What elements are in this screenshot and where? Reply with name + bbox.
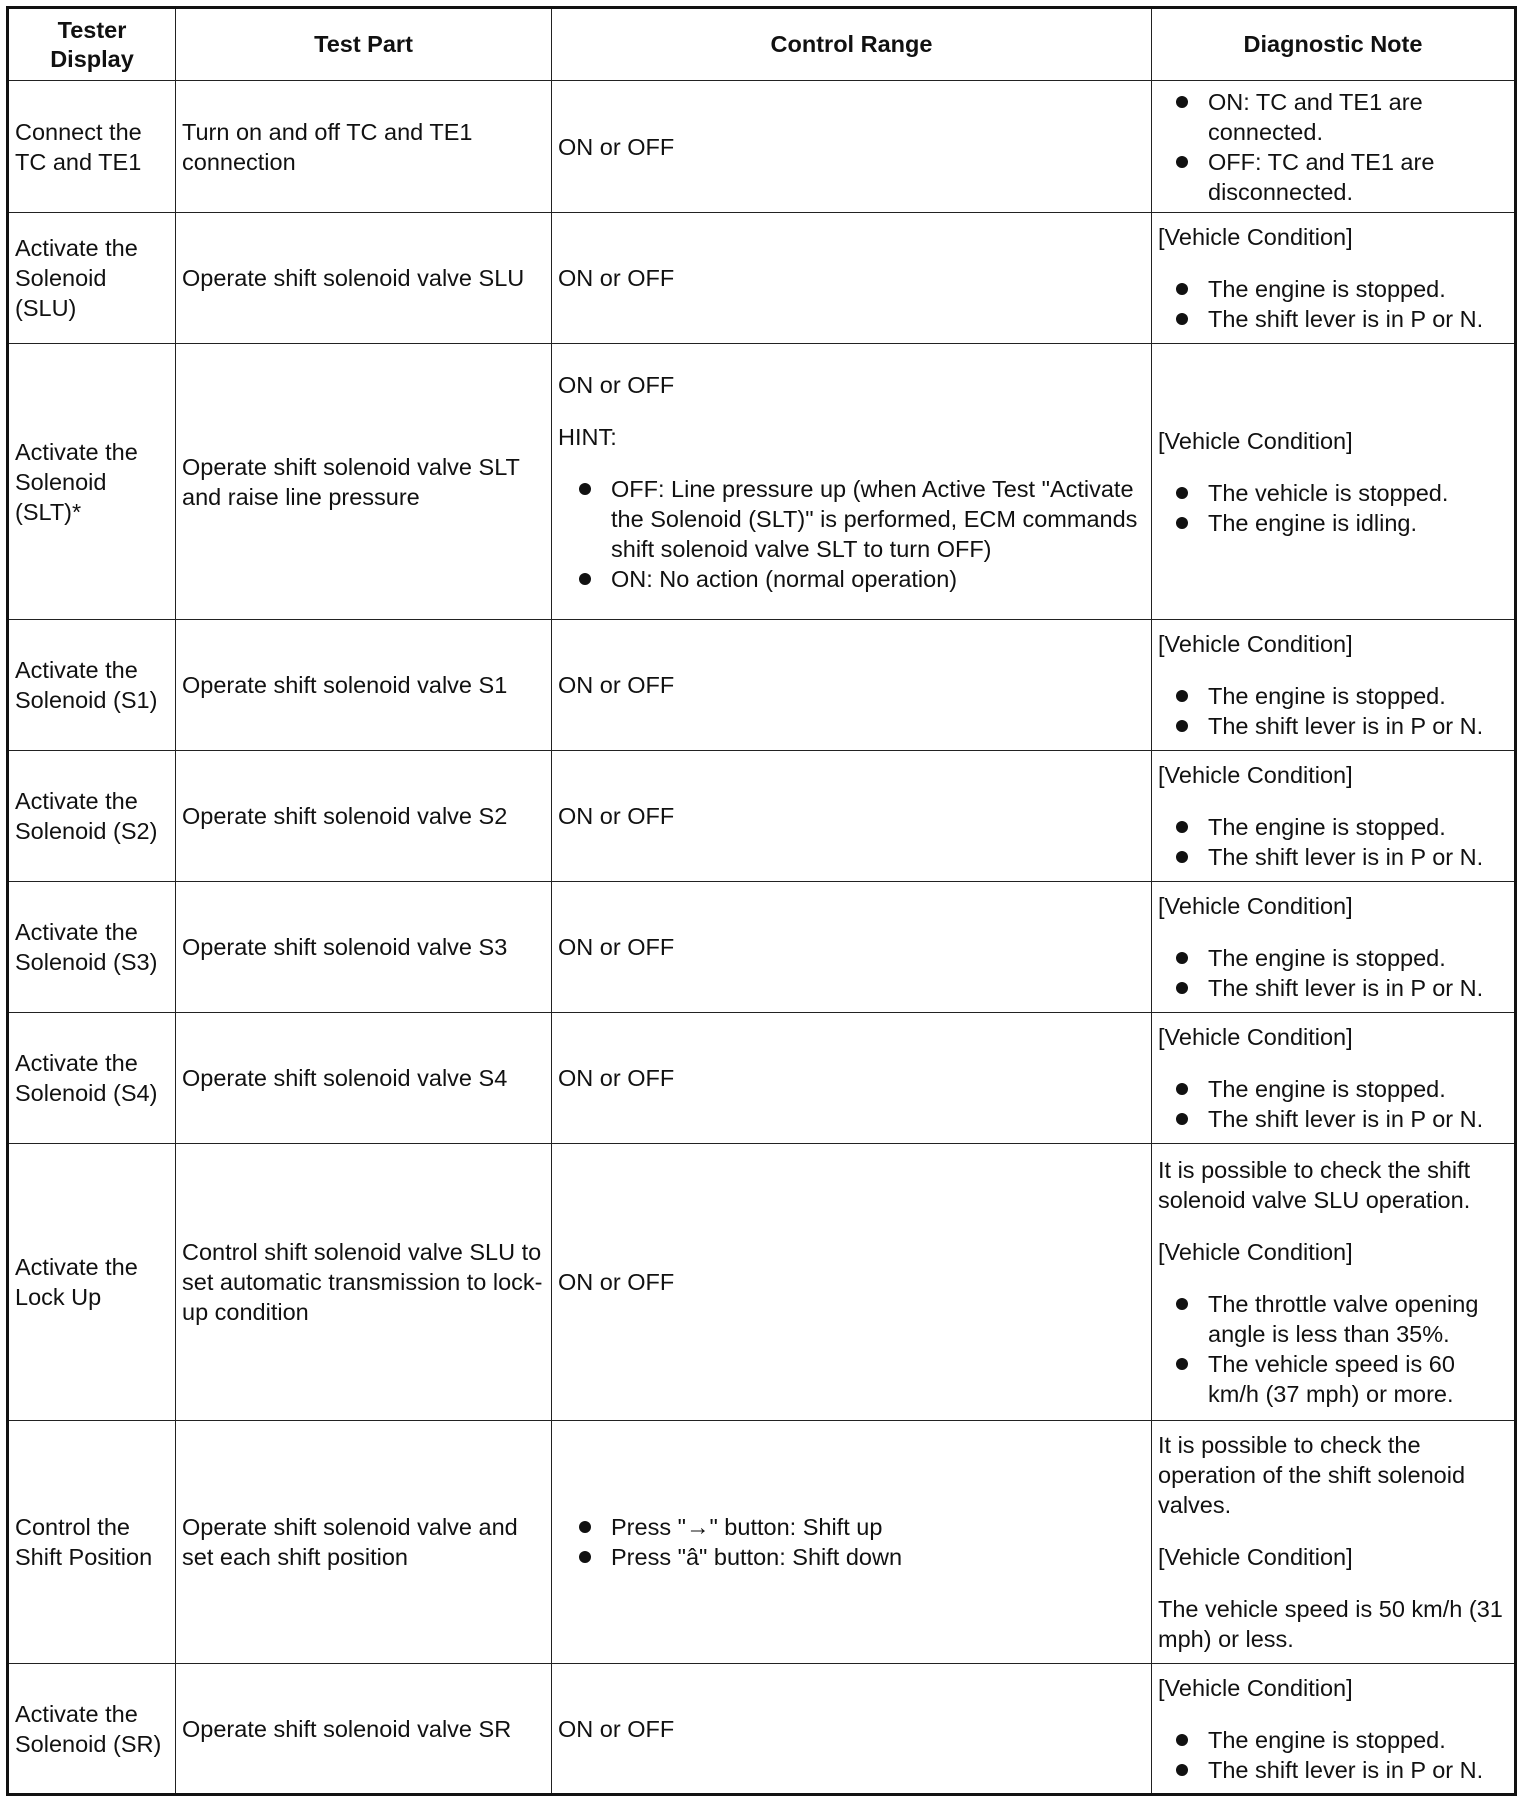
note-bullet-list	[1158, 681, 1508, 741]
note-intro: It is possible to check the operation of the shift solenoid valves.	[1158, 1432, 1466, 1518]
bullet-icon	[1176, 313, 1188, 325]
list-item: Press "→" button: Shift up	[558, 1512, 1145, 1542]
list-item: Press "â" button: Shift down	[558, 1542, 1145, 1572]
tester-display-cell: Activate the Lock Up	[8, 1144, 176, 1421]
diagnostic-note-cell	[1152, 1144, 1516, 1421]
test-part-cell: Operate shift solenoid valve S3	[176, 882, 552, 1013]
tester-display-cell: Activate the Solenoid (S1)	[8, 620, 176, 751]
list-item: The engine is idling.	[1158, 508, 1508, 538]
list-item: The engine is stopped.	[1158, 1725, 1508, 1755]
vehicle-condition-label: [Vehicle Condition]	[1158, 631, 1353, 657]
bullet-icon	[1176, 156, 1188, 168]
table-row	[8, 1664, 1516, 1795]
table-row	[8, 1421, 1516, 1664]
bullet-icon	[1176, 720, 1188, 732]
list-item: The shift lever is in P or N.	[1158, 842, 1508, 872]
test-part-cell: Operate shift solenoid valve S1	[176, 620, 552, 751]
note-bullet-list	[1158, 943, 1508, 1003]
list-item: ON: No action (normal operation)	[558, 564, 1145, 594]
test-part-cell: Operate shift solenoid valve S2	[176, 751, 552, 882]
control-range-cell: ON or OFF	[552, 620, 1152, 751]
list-item: The shift lever is in P or N.	[1158, 973, 1508, 1003]
header-control-range: Control Range	[552, 8, 1152, 81]
bullet-icon	[1176, 1764, 1188, 1776]
list-item: The engine is stopped.	[1158, 681, 1508, 711]
control-range-cell: ON or OFF	[552, 1013, 1152, 1144]
vehicle-condition-label: [Vehicle Condition]	[1158, 762, 1353, 788]
note-bullet-list	[1158, 274, 1508, 334]
bullet-icon	[1176, 821, 1188, 833]
diagnostic-note-cell	[1152, 882, 1516, 1013]
bullet-icon	[1176, 517, 1188, 529]
table-row	[8, 1013, 1516, 1144]
list-item: The engine is stopped.	[1158, 1074, 1508, 1104]
vehicle-condition-label: [Vehicle Condition]	[1158, 224, 1353, 250]
test-part-cell: Turn on and off TC and TE1 connection	[176, 81, 552, 213]
bullet-icon	[1176, 283, 1188, 295]
control-range-cell: ON or OFF	[552, 1144, 1152, 1421]
bullet-icon	[1176, 1083, 1188, 1095]
header-tester-display: Tester Display	[8, 8, 176, 81]
bullet-icon	[1176, 1734, 1188, 1746]
list-item: The shift lever is in P or N.	[1158, 711, 1508, 741]
test-part-cell: Operate shift solenoid valve S4	[176, 1013, 552, 1144]
vehicle-condition-label: [Vehicle Condition]	[1158, 1674, 1353, 1701]
control-range-cell: ON or OFF	[552, 751, 1152, 882]
vehicle-condition-label: [Vehicle Condition]	[1158, 1024, 1353, 1050]
bullet-icon	[1176, 487, 1188, 499]
header-row	[8, 8, 1516, 81]
vehicle-condition-label: [Vehicle Condition]	[1158, 1239, 1353, 1265]
vehicle-condition-label: [Vehicle Condition]	[1158, 1544, 1353, 1570]
list-item: The engine is stopped.	[1158, 274, 1508, 304]
table-row	[8, 751, 1516, 882]
test-part-cell: Operate shift solenoid valve SLU	[176, 213, 552, 344]
list-item: The throttle valve opening angle is less than 35%.	[1158, 1289, 1508, 1349]
tester-display-cell: Control the Shift Position	[8, 1421, 176, 1664]
bullet-icon	[579, 483, 591, 495]
tester-display-cell: Activate the Solenoid (S4)	[8, 1013, 176, 1144]
control-range-cell	[552, 1421, 1152, 1664]
tester-display-cell: Activate the Solenoid (SR)	[8, 1664, 176, 1795]
diagnostic-note-cell	[1152, 81, 1516, 213]
vehicle-condition-label: [Vehicle Condition]	[1158, 427, 1353, 454]
note-bullet-list	[1158, 1289, 1508, 1409]
diagnostic-note-cell	[1152, 1013, 1516, 1144]
tester-display-cell: Activate the Solenoid (SLU)	[8, 213, 176, 344]
tester-display-cell: Activate the Solenoid (SLT)*	[8, 344, 176, 620]
list-item: The shift lever is in P or N.	[1158, 1755, 1508, 1785]
control-range-cell: ON or OFF	[552, 81, 1152, 213]
header-diagnostic-note: Diagnostic Note	[1152, 8, 1516, 81]
note-bullet-list	[1158, 478, 1508, 538]
test-part-cell: Operate shift solenoid valve SR	[176, 1664, 552, 1795]
table-row	[8, 81, 1516, 213]
list-item: The vehicle speed is 60 km/h (37 mph) or more.	[1158, 1349, 1508, 1409]
range-bullet-list	[558, 1512, 1145, 1572]
bullet-icon	[1176, 96, 1188, 108]
diagnostic-note-cell	[1152, 344, 1516, 620]
control-range-cell: ON or OFF HINT: OFF: Line pressure up (when Active Test "Activate the Solenoid (SLT)" is performed, ECM commands shift solenoid valve SLT to turn OFF) ON: No action (normal operation)	[552, 344, 1152, 620]
note-bullet-list	[1158, 1725, 1508, 1785]
tester-display-cell: Activate the Solenoid (S3)	[8, 882, 176, 1013]
note-tail: The vehicle speed is 50 km/h (31 mph) or less.	[1158, 1596, 1503, 1652]
control-range-cell: ON or OFF	[552, 882, 1152, 1013]
diagnostic-note-cell	[1152, 620, 1516, 751]
diagnostic-note-cell	[1152, 1664, 1516, 1795]
test-part-cell: Operate shift solenoid valve and set each shift position	[176, 1421, 552, 1664]
table-row	[8, 620, 1516, 751]
bullet-icon	[1176, 1358, 1188, 1370]
test-part-cell: Operate shift solenoid valve SLT and raise line pressure	[176, 344, 552, 620]
vehicle-condition-label: [Vehicle Condition]	[1158, 893, 1353, 919]
list-item: ON: TC and TE1 are connected.	[1158, 87, 1508, 147]
table-row	[8, 1144, 1516, 1421]
table-row	[8, 882, 1516, 1013]
control-range-cell: ON or OFF	[552, 1664, 1152, 1795]
header-test-part: Test Part	[176, 8, 552, 81]
note-intro: It is possible to check the shift solenoid valve SLU operation.	[1158, 1157, 1471, 1213]
list-item: The shift lever is in P or N.	[1158, 1104, 1508, 1134]
note-bullet-list	[1158, 812, 1508, 872]
table-row	[8, 344, 1516, 620]
bullet-icon	[1176, 690, 1188, 702]
list-item: OFF: TC and TE1 are disconnected.	[1158, 147, 1508, 207]
control-range-cell: ON or OFF	[552, 213, 1152, 344]
note-bullet-list	[1158, 1074, 1508, 1134]
test-part-cell: Control shift solenoid valve SLU to set automatic transmission to lock-up condition	[176, 1144, 552, 1421]
tester-display-cell: Activate the Solenoid (S2)	[8, 751, 176, 882]
diagnostic-note-cell	[1152, 751, 1516, 882]
bullet-icon	[579, 1551, 591, 1563]
list-item: The shift lever is in P or N.	[1158, 304, 1508, 334]
diagnostic-note-cell	[1152, 213, 1516, 344]
note-bullet-list	[1158, 87, 1508, 207]
bullet-icon	[1176, 982, 1188, 994]
list-item: The vehicle is stopped.	[1158, 478, 1508, 508]
bullet-icon	[1176, 1113, 1188, 1125]
tester-display-cell: Connect the TC and TE1	[8, 81, 176, 213]
bullet-icon	[579, 573, 591, 585]
list-item: The engine is stopped.	[1158, 943, 1508, 973]
bullet-icon	[579, 1521, 591, 1533]
bullet-icon	[1176, 952, 1188, 964]
list-item: OFF: Line pressure up (when Active Test "Activate the Solenoid (SLT)" is performed, ECM commands shift solenoid valve SLT to turn OFF)	[558, 474, 1145, 564]
table-row	[8, 213, 1516, 344]
active-test-table	[6, 6, 1517, 1796]
range-bullet-list	[558, 474, 1145, 594]
hint-label: HINT:	[558, 423, 617, 450]
diagnostic-note-cell	[1152, 1421, 1516, 1664]
list-item: The engine is stopped.	[1158, 812, 1508, 842]
bullet-icon	[1176, 851, 1188, 863]
bullet-icon	[1176, 1298, 1188, 1310]
